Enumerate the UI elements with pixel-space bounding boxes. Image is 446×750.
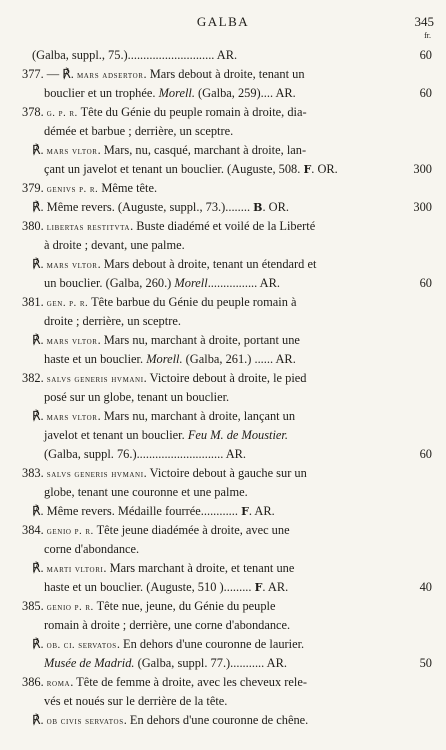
rarity-mark: F bbox=[254, 581, 263, 594]
text-run: ℟. bbox=[32, 713, 47, 727]
rarity-mark: F bbox=[303, 163, 312, 176]
running-title: GALBA bbox=[196, 14, 250, 29]
text-run: (Galba, 259).... AR. bbox=[194, 86, 296, 100]
line-text bbox=[44, 578, 288, 597]
catalog-line bbox=[0, 445, 446, 464]
text-run: droite ; derrière, un sceptre. bbox=[44, 314, 181, 328]
catalog-line bbox=[0, 483, 446, 502]
price-value: 60 bbox=[419, 447, 432, 461]
text-run: . Mars nu, marchant à droite, portant une bbox=[97, 333, 300, 347]
text-run: (Galba, suppl., 75.)............................ AR. bbox=[32, 48, 238, 62]
text-run: . Tête de femme à droite, avec les cheveux rele- bbox=[70, 675, 307, 689]
text-run: . En dehors d'une couronne de laurier. bbox=[116, 637, 305, 651]
legend-text: libertas restitvta bbox=[46, 222, 131, 233]
legend-text: marti vltori bbox=[46, 564, 104, 575]
line-text bbox=[44, 84, 296, 103]
text-run: globe, tenant une couronne et une palme. bbox=[44, 485, 248, 499]
catalog-line bbox=[0, 597, 446, 616]
line-text bbox=[44, 616, 290, 635]
catalog-line bbox=[0, 388, 446, 407]
catalog-line bbox=[0, 673, 446, 692]
reference-text: Feu M. de Moustier. bbox=[187, 428, 288, 442]
catalog-line bbox=[0, 540, 446, 559]
line-text bbox=[22, 65, 305, 84]
text-run: ℟. Même revers. Médaille fourrée............ bbox=[32, 504, 242, 518]
text-run: (Galba, suppl. 76.)............................ AR. bbox=[44, 447, 247, 461]
line-text bbox=[44, 388, 229, 407]
text-run: corne d'abondance. bbox=[44, 542, 140, 556]
legend-text: ob. ci. servatos bbox=[46, 640, 117, 651]
catalog-line bbox=[0, 84, 446, 103]
line-text bbox=[22, 464, 307, 483]
catalog-line bbox=[0, 293, 446, 312]
line-text bbox=[22, 293, 297, 312]
legend-text: salvs generis hvmani bbox=[46, 469, 144, 480]
catalog-line bbox=[0, 369, 446, 388]
line-text bbox=[22, 369, 306, 388]
text-run: ℟. bbox=[32, 333, 47, 347]
line-text bbox=[44, 312, 181, 331]
line-text bbox=[44, 654, 287, 673]
catalog-line bbox=[0, 160, 446, 179]
price-value: 60 bbox=[419, 86, 432, 100]
page-number: 345 bbox=[414, 14, 434, 29]
value-unit-label: fr. bbox=[424, 31, 431, 40]
text-run: 378. bbox=[22, 105, 47, 119]
text-run: haste et un bouclier. bbox=[44, 352, 147, 366]
line-text bbox=[32, 141, 306, 160]
line-text bbox=[32, 198, 289, 217]
line-text bbox=[44, 160, 338, 179]
legend-text: salvs generis hvmani bbox=[46, 374, 144, 385]
line-text bbox=[32, 331, 300, 350]
line-text bbox=[22, 673, 307, 692]
text-run: haste et un bouclier. (Auguste, 510 )......... bbox=[44, 580, 255, 594]
line-text bbox=[32, 635, 304, 654]
price-value: 60 bbox=[419, 48, 432, 62]
text-run: posé sur un globe, tenant un bouclier. bbox=[44, 390, 230, 404]
catalog-line bbox=[0, 426, 446, 445]
text-run: Même tête. bbox=[98, 181, 158, 195]
legend-text: roma bbox=[46, 678, 71, 689]
text-run: . AR. bbox=[262, 580, 289, 594]
reference-text: Morell. bbox=[146, 352, 183, 366]
text-run: ................ AR. bbox=[207, 276, 280, 290]
text-run: ℟. bbox=[32, 637, 47, 651]
text-run: ℟. Même revers. (Auguste, suppl., 73.)........ bbox=[32, 200, 254, 214]
text-run: . OR. bbox=[311, 162, 338, 176]
text-run: . Mars nu, marchant à droite, lançant un bbox=[97, 409, 296, 423]
line-text bbox=[32, 502, 275, 521]
catalog-line bbox=[0, 711, 446, 730]
line-text bbox=[44, 692, 227, 711]
price-value: 300 bbox=[413, 162, 432, 176]
line-text bbox=[32, 255, 316, 274]
catalog-line bbox=[0, 236, 446, 255]
text-run: Tête barbue du Génie du peuple romain à bbox=[88, 295, 297, 309]
line-text bbox=[44, 483, 248, 502]
legend-text: g. p. r. bbox=[46, 108, 78, 119]
text-run: . Mars marchant à droite, et tenant une bbox=[103, 561, 295, 575]
text-run: . Buste diadémé et voilé de la Liberté bbox=[130, 219, 316, 233]
catalog-line bbox=[0, 274, 446, 293]
text-run: 384. bbox=[22, 523, 47, 537]
catalog-line bbox=[0, 198, 446, 217]
legend-text: mars vltor bbox=[46, 260, 98, 271]
text-run: . AR. bbox=[248, 504, 275, 518]
catalog-line bbox=[0, 103, 446, 122]
catalog-line bbox=[0, 141, 446, 160]
line-text bbox=[32, 559, 294, 578]
rarity-mark: B bbox=[253, 201, 263, 214]
catalog-line bbox=[0, 578, 446, 597]
text-run: . OR. bbox=[262, 200, 289, 214]
catalog-line bbox=[0, 217, 446, 236]
catalog-line bbox=[0, 46, 446, 65]
line-text bbox=[32, 46, 237, 65]
legend-text: mars vltor bbox=[46, 146, 98, 157]
text-run: un bouclier. (Galba, 260.) bbox=[44, 276, 175, 290]
catalog-line bbox=[0, 407, 446, 426]
catalog-line bbox=[0, 255, 446, 274]
text-run: ℟. bbox=[32, 257, 47, 271]
price-value: 50 bbox=[419, 656, 432, 670]
legend-text: gen. p. r. bbox=[46, 298, 89, 309]
catalog-line bbox=[0, 312, 446, 331]
page-header bbox=[0, 12, 446, 42]
text-run: démée et barbue ; derrière, un sceptre. bbox=[44, 124, 234, 138]
catalog-line bbox=[0, 692, 446, 711]
reference-text: Morell bbox=[174, 276, 208, 290]
text-run: 381. bbox=[22, 295, 47, 309]
rarity-mark: F bbox=[241, 505, 249, 518]
legend-text: mars adsertor bbox=[76, 70, 144, 81]
line-text bbox=[22, 597, 276, 616]
catalog-line bbox=[0, 65, 446, 84]
line-text bbox=[44, 540, 139, 559]
text-run: . En dehors d'une couronne de chêne. bbox=[123, 713, 309, 727]
legend-text: ob civis servatos bbox=[46, 716, 124, 727]
line-text bbox=[44, 122, 233, 141]
line-text bbox=[44, 445, 246, 464]
text-run: Tête nue, jeune, du Génie du peuple bbox=[93, 599, 276, 613]
text-run: . Mars, nu, casqué, marchant à droite, lan- bbox=[97, 143, 307, 157]
line-text bbox=[44, 350, 296, 369]
reference-text: Musée de Madrid. bbox=[44, 656, 135, 670]
text-run: ℟. bbox=[32, 143, 47, 157]
price-value: 40 bbox=[419, 580, 432, 594]
line-text bbox=[22, 103, 307, 122]
line-text bbox=[44, 274, 280, 293]
text-run: Tête jeune diadémée à droite, avec une bbox=[93, 523, 290, 537]
text-run: romain à droite ; derrière, une corne d'abondance. bbox=[44, 618, 291, 632]
text-run: Tête du Génie du peuple romain à droite, dia- bbox=[77, 105, 307, 119]
text-run: (Galba, suppl. 77.)........... AR. bbox=[134, 656, 287, 670]
legend-text: genivs p. r. bbox=[46, 184, 99, 195]
catalog-line bbox=[0, 122, 446, 141]
text-run: (Galba, 261.) ...... AR. bbox=[182, 352, 296, 366]
price-value: 60 bbox=[419, 276, 432, 290]
reference-text: Morell. bbox=[158, 86, 195, 100]
text-run: . Mars debout à droite, tenant un bbox=[143, 67, 305, 81]
text-run: ℟. bbox=[32, 561, 47, 575]
catalog-line bbox=[0, 502, 446, 521]
line-text bbox=[32, 407, 295, 426]
catalog-line bbox=[0, 616, 446, 635]
catalog-line bbox=[0, 350, 446, 369]
text-run: 379. bbox=[22, 181, 47, 195]
text-run: . Victoire debout à droite, le pied bbox=[143, 371, 307, 385]
line-text bbox=[32, 711, 308, 730]
text-run: ℟. bbox=[32, 409, 47, 423]
line-text bbox=[44, 426, 288, 445]
text-run: 386. bbox=[22, 675, 47, 689]
text-run: javelot et tenant un bouclier. bbox=[44, 428, 188, 442]
legend-text: genio p. r. bbox=[46, 602, 94, 613]
text-run: bouclier et un trophée. bbox=[44, 86, 159, 100]
line-text bbox=[44, 236, 185, 255]
catalog-body bbox=[0, 46, 446, 730]
catalog-line bbox=[0, 654, 446, 673]
text-run: 382. bbox=[22, 371, 47, 385]
legend-text: mars vltor bbox=[46, 336, 98, 347]
catalog-line bbox=[0, 521, 446, 540]
catalog-line bbox=[0, 635, 446, 654]
line-text bbox=[22, 521, 290, 540]
text-run: çant un javelot et tenant un bouclier. (Auguste, 508. bbox=[44, 162, 304, 176]
catalog-line bbox=[0, 559, 446, 578]
text-run: . Victoire debout à gauche sur un bbox=[143, 466, 307, 480]
line-text bbox=[22, 179, 157, 198]
catalog-line bbox=[0, 179, 446, 198]
catalog-line bbox=[0, 464, 446, 483]
text-run: 377. — ℟. bbox=[22, 67, 77, 81]
text-run: vés et noués sur le derrière de la tête. bbox=[44, 694, 228, 708]
text-run: à droite ; devant, une palme. bbox=[44, 238, 185, 252]
text-run: 385. bbox=[22, 599, 47, 613]
text-run: 383. bbox=[22, 466, 47, 480]
text-run: 380. bbox=[22, 219, 47, 233]
price-value: 300 bbox=[413, 200, 432, 214]
line-text bbox=[22, 217, 315, 236]
catalog-line bbox=[0, 331, 446, 350]
legend-text: genio p. r. bbox=[46, 526, 94, 537]
text-run: . Mars debout à droite, tenant un étendard et bbox=[97, 257, 317, 271]
legend-text: mars vltor bbox=[46, 412, 98, 423]
